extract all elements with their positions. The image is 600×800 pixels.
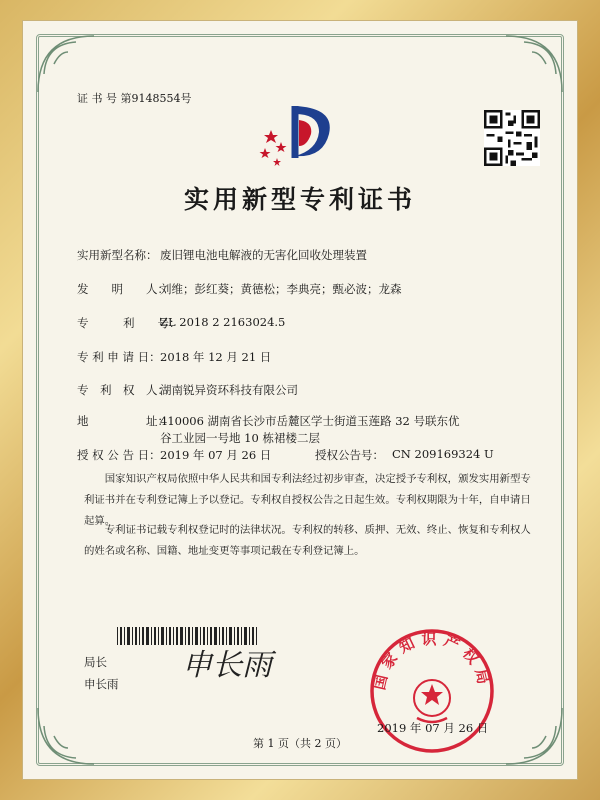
grant-paragraph: 国家知识产权局依照中华人民共和国专利法经过初步审查，决定授予专利权，颁发实用新型专利证书并在专利登记簿上予以登记。专利权自授权公告之日起生效。专利权期限为十年，自申请日起算。 <box>84 473 531 527</box>
patentee: 湖南锐异资环科技有限公司 <box>160 383 298 397</box>
field-label: 地 址： <box>77 414 169 428</box>
grant-announcement-date: 2019 年 07 月 26 日 <box>160 448 272 462</box>
patent-office-logo-icon <box>257 100 337 170</box>
director-name: 申长雨 <box>84 677 119 691</box>
director-signature: 申长雨 <box>182 648 272 683</box>
patent-number: ZL 2018 2 2163024.5 <box>160 315 286 329</box>
certificate-number: 证 书 号 第9148554号 <box>77 92 192 105</box>
seal-text: 国家知识产权局 <box>370 630 494 692</box>
seal-date: 2019 年 07 月 26 日 <box>377 721 489 735</box>
legal-status-paragraph: 专利证书记载专利权登记时的法律状况。专利权的转移、质押、无效、终止、恢复和专利权人的姓名或名称、国籍、地址变更等事项记载在专利登记簿上。 <box>84 524 531 557</box>
inventors: 刘维；彭红葵；黄德松；李典亮；甄必波；龙森 <box>160 282 402 296</box>
address-line-2: 谷工业园一号地 10 栋裙楼二层 <box>160 431 320 445</box>
application-date: 2018 年 12 月 21 日 <box>160 350 272 364</box>
qr-code <box>484 110 540 166</box>
field-label: 授 权 公 告 日： <box>77 448 161 462</box>
grant-announcement-number: CN 209169324 U <box>392 447 494 461</box>
field-label: 专 利 申 请 日： <box>77 350 161 364</box>
field-label: 专 利 权 人： <box>77 383 169 397</box>
utility-model-name: 废旧锂电池电解液的无害化回收处理装置 <box>160 248 367 262</box>
field-label: 授权公告号： <box>315 448 384 462</box>
field-label: 专 利 号： <box>77 316 181 330</box>
certificate-title: 实用新型专利证书 <box>183 185 416 214</box>
field-label: 实用新型名称： <box>77 248 158 262</box>
field-label: 发 明 人： <box>77 282 169 296</box>
certificate-paper <box>22 20 578 780</box>
page-footer: 第 1 页（共 2 页） <box>253 737 347 750</box>
address-line-1: 410006 湖南省长沙市岳麓区学士街道玉莲路 32 号联东优 <box>160 414 460 428</box>
corner-ornament-icon <box>504 34 564 94</box>
director-title: 局长 <box>84 655 107 669</box>
svg-text:国家知识产权局 <box>370 630 494 692</box>
corner-ornament-icon <box>36 34 96 94</box>
